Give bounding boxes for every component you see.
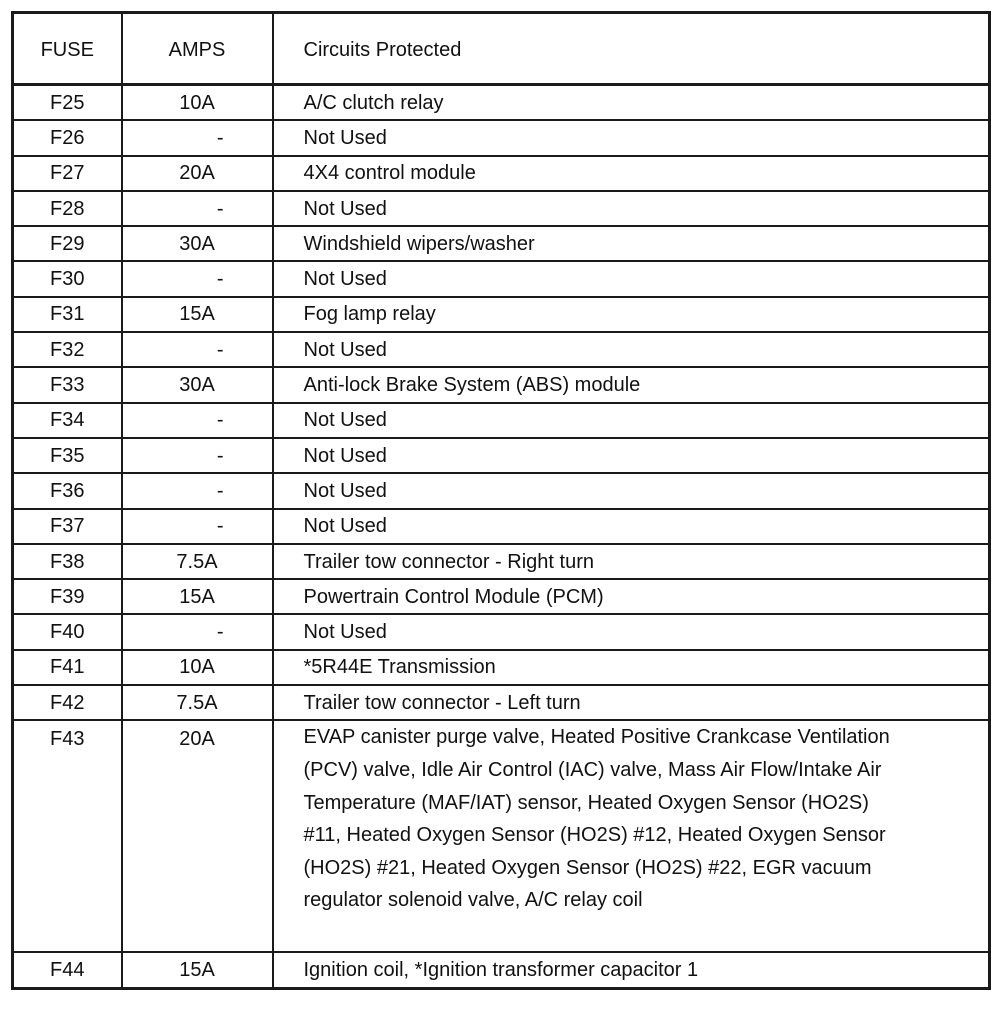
- amps-cell: -: [122, 191, 273, 226]
- circuits-cell: Not Used: [273, 509, 990, 544]
- amps-cell: 7.5A: [122, 685, 273, 720]
- fuse-table: [11, 11, 991, 990]
- amps-cell: 15A: [122, 952, 273, 988]
- fuse-cell: F41: [13, 650, 122, 685]
- amps-cell: -: [122, 403, 273, 438]
- amps-cell: -: [122, 438, 273, 473]
- table-row: [13, 403, 990, 438]
- fuse-cell: F31: [13, 297, 122, 332]
- fuse-cell: F28: [13, 191, 122, 226]
- amps-cell: 20A: [122, 156, 273, 191]
- circuits-cell: A/C clutch relay: [273, 85, 990, 121]
- table-row: [13, 579, 990, 614]
- table-row: [13, 509, 990, 544]
- table-row: [13, 367, 990, 402]
- circuits-cell: Not Used: [273, 403, 990, 438]
- amps-cell: -: [122, 332, 273, 367]
- fuse-cell: F38: [13, 544, 122, 579]
- fuse-cell: F36: [13, 473, 122, 508]
- amps-cell: -: [122, 509, 273, 544]
- fuse-cell: F42: [13, 685, 122, 720]
- circuits-cell: Not Used: [273, 261, 990, 296]
- circuits-cell: Not Used: [273, 473, 990, 508]
- amps-cell: 10A: [122, 85, 273, 121]
- table-row: [13, 120, 990, 155]
- table-row: [13, 297, 990, 332]
- table-row: [13, 952, 990, 988]
- table-row: [13, 332, 990, 367]
- table-row: [13, 261, 990, 296]
- header-fuse: FUSE: [13, 13, 122, 85]
- fuse-cell: F34: [13, 403, 122, 438]
- amps-cell: 30A: [122, 367, 273, 402]
- table-row: [13, 544, 990, 579]
- amps-cell: 15A: [122, 579, 273, 614]
- amps-cell: 30A: [122, 226, 273, 261]
- circuits-cell: Not Used: [273, 438, 990, 473]
- fuse-cell: F26: [13, 120, 122, 155]
- amps-cell: -: [122, 473, 273, 508]
- fuse-cell: F40: [13, 614, 122, 649]
- fuse-cell: F25: [13, 85, 122, 121]
- fuse-cell: F33: [13, 367, 122, 402]
- fuse-cell: F29: [13, 226, 122, 261]
- circuits-cell: Not Used: [273, 191, 990, 226]
- table-row: [13, 191, 990, 226]
- amps-cell: 20A: [122, 720, 273, 952]
- amps-cell: -: [122, 120, 273, 155]
- fuse-cell: F35: [13, 438, 122, 473]
- fuse-cell: F44: [13, 952, 122, 988]
- circuits-cell: Trailer tow connector - Right turn: [273, 544, 990, 579]
- amps-cell: -: [122, 614, 273, 649]
- amps-cell: 7.5A: [122, 544, 273, 579]
- amps-cell: -: [122, 261, 273, 296]
- header-circuits: Circuits Protected: [273, 13, 990, 85]
- header-row: [13, 13, 990, 85]
- fuse-cell: F43: [13, 720, 122, 952]
- table-row: [13, 156, 990, 191]
- table-row: [13, 685, 990, 720]
- circuits-cell: Powertrain Control Module (PCM): [273, 579, 990, 614]
- circuits-cell: Trailer tow connector - Left turn: [273, 685, 990, 720]
- circuits-cell: Windshield wipers/washer: [273, 226, 990, 261]
- header-amps: AMPS: [122, 13, 273, 85]
- fuse-cell: F30: [13, 261, 122, 296]
- circuits-cell: Ignition coil, *Ignition transformer capacitor 1: [273, 952, 990, 988]
- table-row: [13, 614, 990, 649]
- circuits-cell: Fog lamp relay: [273, 297, 990, 332]
- circuits-cell: Not Used: [273, 332, 990, 367]
- table-row: [13, 473, 990, 508]
- circuits-cell: Not Used: [273, 614, 990, 649]
- circuits-cell: Not Used: [273, 120, 990, 155]
- circuits-cell: EVAP canister purge valve, Heated Positive Crankcase Ventilation (PCV) valve, Idle Air Control (IAC) valve, Mass Air Flow/Intake Air Temperature (MAF/IAT) sensor, Heated Oxygen Sensor (HO2S) #11, Heated Oxygen Sensor (HO2S) #12, Heated Oxygen Sensor (HO2S) #21, Heated Oxygen Sensor (HO2S) #22, EGR vacuum regulator solenoid valve, A/C relay coil: [273, 720, 990, 952]
- circuits-cell: Anti-lock Brake System (ABS) module: [273, 367, 990, 402]
- fuse-cell: F32: [13, 332, 122, 367]
- circuits-cell: *5R44E Transmission: [273, 650, 990, 685]
- table-row: [13, 438, 990, 473]
- table-row: [13, 226, 990, 261]
- amps-cell: 15A: [122, 297, 273, 332]
- table-row: [13, 720, 990, 952]
- table-row: [13, 85, 990, 121]
- fuse-cell: F39: [13, 579, 122, 614]
- circuits-cell: 4X4 control module: [273, 156, 990, 191]
- fuse-cell: F37: [13, 509, 122, 544]
- table-row: [13, 650, 990, 685]
- amps-cell: 10A: [122, 650, 273, 685]
- fuse-cell: F27: [13, 156, 122, 191]
